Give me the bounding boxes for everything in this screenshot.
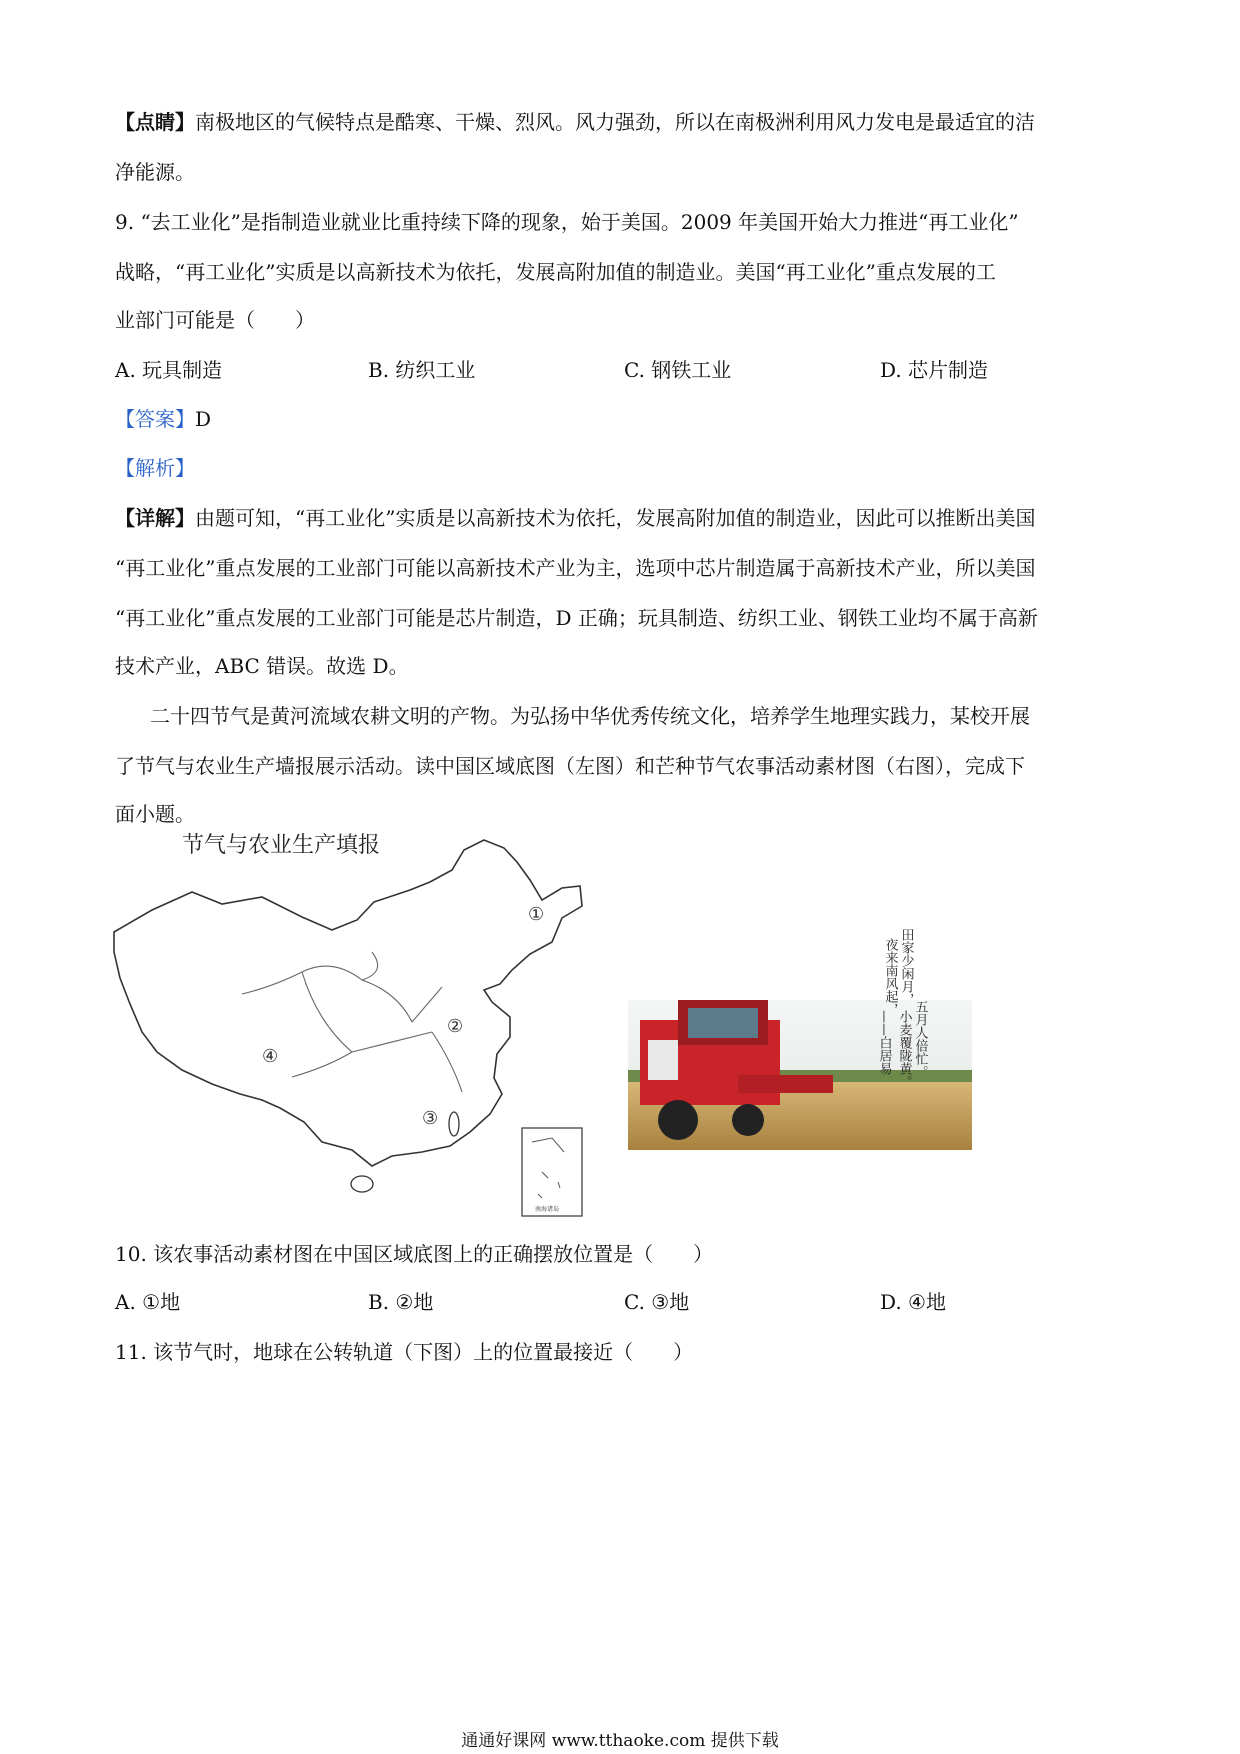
passage-line-3: 面小题。: [115, 802, 195, 826]
q9-option-d: D. 芯片制造: [880, 358, 989, 382]
inset-label: 南海诸岛: [535, 1206, 560, 1213]
dianjing-line-2: 净能源。: [115, 160, 195, 184]
q9-option-c: C. 钢铁工业: [624, 358, 732, 382]
q9-detail-line-2: “再工业化”重点发展的工业部门可能以高新技术产业为主，选项中芯片制造属于高新技术产业，所以美国: [115, 556, 1036, 580]
china-map-svg: [112, 822, 592, 1222]
q10-stem: 10. 该农事活动素材图在中国区域底图上的正确摆放位置是（ ）: [115, 1242, 714, 1266]
q10-option-c: C. ③地: [624, 1290, 690, 1314]
marker-4: ④: [262, 1046, 279, 1067]
answer-value: D: [195, 407, 212, 431]
q10-option-a: A. ①地: [115, 1290, 181, 1314]
poem-col-1: 田家少闲月，: [898, 928, 914, 1006]
q9-stem-line-2: 战略，“再工业化”实质是以高新技术为依托，发展高附加值的制造业。美国“再工业化”重点发展的工: [115, 260, 996, 284]
province-lines: [242, 952, 462, 1092]
china-map-figure: [112, 822, 592, 1222]
dianjing-text-1: 南极地区的气候特点是酷寒、干燥、烈风。风力强劲，所以在南极洲利用风力发电是最适宜的洁: [195, 110, 1035, 134]
page-footer: 通通好课网 www.tthaoke.com 提供下载: [461, 1731, 779, 1751]
harvest-photo-svg: [628, 910, 972, 1150]
map-title: 节气与农业生产填报: [182, 833, 381, 858]
south-sea-inset: [522, 1128, 582, 1216]
dianjing-tag: 【点睛】: [115, 110, 195, 134]
q9-detail-line-4: 技术产业，ABC 错误。故选 D。: [115, 654, 409, 678]
passage-line-1: 二十四节气是黄河流域农耕文明的产物。为弘扬中华优秀传统文化，培养学生地理实践力，某校开展: [150, 704, 1030, 728]
china-outline: [114, 840, 582, 1166]
q10-option-d: D. ④地: [880, 1290, 946, 1314]
poem-col-4: 小麦覆陇黄。: [896, 1010, 912, 1088]
q9-option-a: A. 玩具制造: [115, 358, 223, 382]
marker-3: ③: [422, 1108, 439, 1129]
taiwan-island: [449, 1112, 459, 1136]
dianjing-line-1: [115, 106, 1035, 135]
answer-tag: 【答案】: [115, 407, 195, 431]
passage-line-2: 了节气与农业生产墙报展示活动。读中国区域底图（左图）和芒种节气农事活动素材图（右图），完成下: [115, 754, 1025, 778]
harvest-photo: [628, 910, 972, 1150]
marker-2: ②: [447, 1016, 464, 1037]
q9-option-b: B. 纺织工业: [368, 358, 476, 382]
poem-col-3: 夜来南风起，: [882, 938, 898, 1016]
q9-stem-line-1: 9. “去工业化”是指制造业就业比重持续下降的现象，始于美国。2009 年美国开始大力推进“再工业化”: [115, 210, 1019, 234]
q9-answer-line: [115, 403, 211, 432]
detail-text-1: 由题可知，“再工业化”实质是以高新技术为依托，发展高附加值的制造业，因此可以推断出美国: [195, 506, 1036, 530]
poem-col-2: 五月人倍忙。: [912, 1000, 928, 1078]
q9-detail-line-1: [115, 502, 1035, 531]
analysis-tag: 【解析】: [115, 456, 195, 480]
hainan-island: [351, 1176, 373, 1192]
q10-option-b: B. ②地: [368, 1290, 434, 1314]
q11-stem: 11. 该节气时，地球在公转轨道（下图）上的位置最接近（ ）: [115, 1340, 694, 1364]
detail-tag: 【详解】: [115, 506, 195, 530]
marker-1: ①: [528, 904, 545, 925]
q9-detail-line-3: “再工业化”重点发展的工业部门可能是芯片制造，D 正确；玩具制造、纺织工业、钢铁工业均不属于高新: [115, 606, 1038, 630]
poem-author: ——白居易: [876, 1010, 892, 1075]
q9-stem-line-3: 业部门可能是（ ）: [115, 308, 315, 332]
